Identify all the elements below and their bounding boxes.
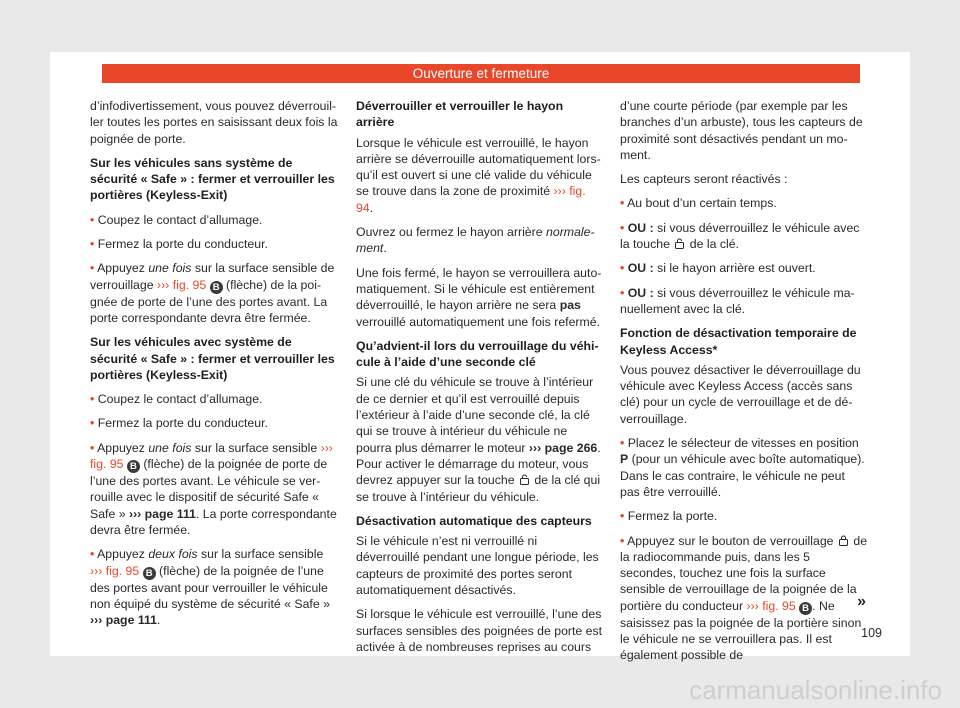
list-item: • Placez le sélecteur de vitesses en position P (pour un véhicule avec boîte automatique). Dans le cas contraire, le véhicule ne peut pas être verrouillé. xyxy=(620,436,865,499)
list-item xyxy=(90,212,338,228)
column-3 xyxy=(620,98,868,672)
bullet-text: (flèche) de la poignée de porte de l’une des portes avant. Le véhicule se verrouille avec le dispositif de sécurité Safe « Safe » xyxy=(90,457,328,521)
paragraph: Si le véhicule n’est ni verrouillé ni déverrouillé pendant une longue période, les capteurs de proximité des portes seront automatiquement désactivés. xyxy=(356,534,599,598)
list-item xyxy=(90,260,338,326)
list-item: • OU : si vous déverrouillez le véhicule avec la touche de la clé. xyxy=(620,220,860,252)
bold-text: OU : xyxy=(627,220,654,235)
bullet-icon: • xyxy=(620,196,625,211)
bullet-icon: • xyxy=(620,285,625,300)
list-item xyxy=(90,415,338,431)
bullet-text: Fermez la porte du conducteur. xyxy=(97,416,268,431)
bullet-icon: • xyxy=(90,416,95,431)
bullet-icon: • xyxy=(620,533,625,548)
bullet-icon: • xyxy=(620,261,625,276)
section-heading: Sur les véhicules avec système de sécurité « Safe » : fermer et verrouiller les portières (Keyless-Exit) xyxy=(90,335,335,382)
callout-badge: B xyxy=(210,281,223,294)
bullet-text: . xyxy=(156,613,161,628)
list-item xyxy=(90,440,338,538)
list-item: • OU : si vous déverrouillez le véhicule manuellement avec la clé. xyxy=(620,285,855,316)
paragraph: d’infodivertissement, vous pouvez déverrouiller toutes les portes en saisissant deux fois la poignée de porte. xyxy=(90,99,338,146)
bullet-text: Appuyez xyxy=(97,547,149,562)
paragraph: Une fois fermé, le hayon se verrouillera automatiquement. Si le véhicule est entièrement déverrouillé, le hayon arrière ne sera pas verrouillé automatiquement une fois refermé. xyxy=(356,265,602,329)
bullet-text: . La porte correspondante devra être fermée. xyxy=(90,506,337,537)
callout-badge: B xyxy=(799,602,812,615)
list-item: • OU : si le hayon arrière est ouvert. xyxy=(620,261,816,276)
paragraph: Les capteurs seront réactivés : xyxy=(620,172,788,187)
bold-text: P xyxy=(620,452,629,467)
bullet-text: Fermez la porte du conducteur. xyxy=(97,237,268,252)
section-heading: Déverrouiller et verrouiller le hayon arrière xyxy=(356,99,564,130)
paragraph: Lorsque le véhicule est verrouillé, le hayon arrière se déverrouille automatiquement lorsqu’il est ouvert si une clé valide du véhicule se trouve dans la zone de proximité ››› fig. 94. xyxy=(356,135,601,215)
unlock-icon xyxy=(520,474,529,485)
emphasis-text: une fois xyxy=(148,261,192,276)
bullet-text: Coupez le contact d’allumage. xyxy=(97,392,263,407)
list-item xyxy=(90,391,338,407)
bullet-text: Coupez le contact d’allumage. xyxy=(97,212,263,227)
column-1 xyxy=(90,98,338,636)
bullet-icon: • xyxy=(90,440,95,455)
list-item: • Appuyez sur le bouton de verrouillage de la radiocommande puis, dans les 5 secondes, touchez une fois la surface sensible de verrouillage de la poignée de la portière du conducteur ››› fig. 95 B . Ne saisissez pas la poignée de la portière sinon le véhicule ne se verrouillera pas. Il est également possible de xyxy=(620,533,868,663)
figure-link[interactable]: ››› fig. 95 xyxy=(90,563,140,578)
paragraph: Si une clé du véhicule se trouve à l’intérieur de ce dernier et qu’il est verrouillé depuis l’extérieur à l’aide d’une seconde clé, la clé qui se trouve à intérieur du véhicule ne pourra plus démarrer le moteur ››› page 266. Pour activer le démarrage du moteur, vous devrez appuyer sur la touche de la clé qui se trouve à l’intérieur du véhicule. xyxy=(356,375,601,504)
page-link[interactable]: ››› page 111 xyxy=(128,506,196,521)
bullet-icon: • xyxy=(90,237,95,252)
watermark: carmanualsonline.info xyxy=(689,675,942,705)
continue-marker: » xyxy=(857,593,866,610)
bold-text: OU : xyxy=(627,261,654,276)
manual-page xyxy=(50,52,910,663)
callout-badge: B xyxy=(127,460,140,473)
bullet-text: Appuyez xyxy=(97,440,149,455)
bullet-icon: • xyxy=(90,261,95,276)
bullet-icon: • xyxy=(620,220,625,235)
unlock-icon xyxy=(675,238,684,249)
page-link[interactable]: ››› page 111 xyxy=(90,613,157,628)
figure-link[interactable]: ››› fig. 95 xyxy=(746,598,796,613)
figure-link[interactable]: ››› fig. 95 xyxy=(157,277,207,292)
section-header: Ouverture et fermeture xyxy=(102,64,860,83)
figure-link[interactable]: ››› fig. 95 xyxy=(90,440,333,472)
bold-text: pas xyxy=(559,298,581,313)
bold-text: OU : xyxy=(627,285,654,300)
bullet-text: sur la surface sensible xyxy=(191,440,321,455)
section-heading: Sur les véhicules sans système de sécurité « Safe » : fermer et verrouiller les portières (Keyless-Exit) xyxy=(90,155,335,203)
emphasis-text: deux fois xyxy=(148,547,198,562)
bullet-text: sur la surface sensible de verrouillage xyxy=(90,261,335,292)
paragraph: d’une courte période (par exemple par les branches d’un arbuste), tous les capteurs de proximité sont désactivés pendant un moment. xyxy=(620,99,863,162)
page-number: 109 xyxy=(861,626,882,640)
list-item xyxy=(90,546,338,628)
paragraph: Si lorsque le véhicule est verrouillé, l’une des surfaces sensibles des poignées de porte est activée à de nombreuses reprises au cours xyxy=(356,607,603,654)
lock-icon xyxy=(839,535,848,546)
bullet-icon: • xyxy=(90,212,95,227)
emphasis-text: une fois xyxy=(148,440,192,455)
section-heading: Qu’advient-il lors du verrouillage du véhicule à l’aide d’une seconde clé xyxy=(356,338,599,370)
bullet-icon: • xyxy=(90,547,95,562)
page-link[interactable]: ››› page 266 xyxy=(528,440,598,455)
callout-badge: B xyxy=(143,567,156,580)
bullet-icon: • xyxy=(620,509,625,524)
bullet-text: (flèche) de la poignée de l’une des portes avant pour verrouiller le véhicule non équipé du système de sécurité « Safe » xyxy=(90,563,330,611)
paragraph: Vous pouvez désactiver le déverrouillage du véhicule avec Keyless Access (accès sans clé) pour un cycle de verrouillage et de déverrouillage. xyxy=(620,362,861,426)
section-heading: Désactivation automatique des capteurs xyxy=(356,513,592,528)
bullet-icon: • xyxy=(620,436,625,451)
list-item xyxy=(620,195,868,211)
figure-link[interactable]: ››› fig. 94 xyxy=(356,184,586,215)
bullet-text: Au bout d’un certain temps. xyxy=(627,196,777,211)
column-2 xyxy=(356,98,604,663)
bullet-icon: • xyxy=(90,392,95,407)
paragraph: Ouvrez ou fermez le hayon arrière normalement. xyxy=(356,225,595,256)
bullet-text: Appuyez xyxy=(97,261,149,276)
bullet-text: sur la surface sensible xyxy=(197,547,324,562)
bullet-text: (flèche) de la poignée de porte de l’une des portes avant. La porte correspondante devra être fermée. xyxy=(90,277,328,325)
list-item xyxy=(90,236,338,252)
list-item: • Fermez la porte. xyxy=(620,509,718,524)
section-heading: Fonction de désactivation temporaire de Keyless Access* xyxy=(620,326,857,357)
emphasis-text: normalement xyxy=(356,225,595,256)
